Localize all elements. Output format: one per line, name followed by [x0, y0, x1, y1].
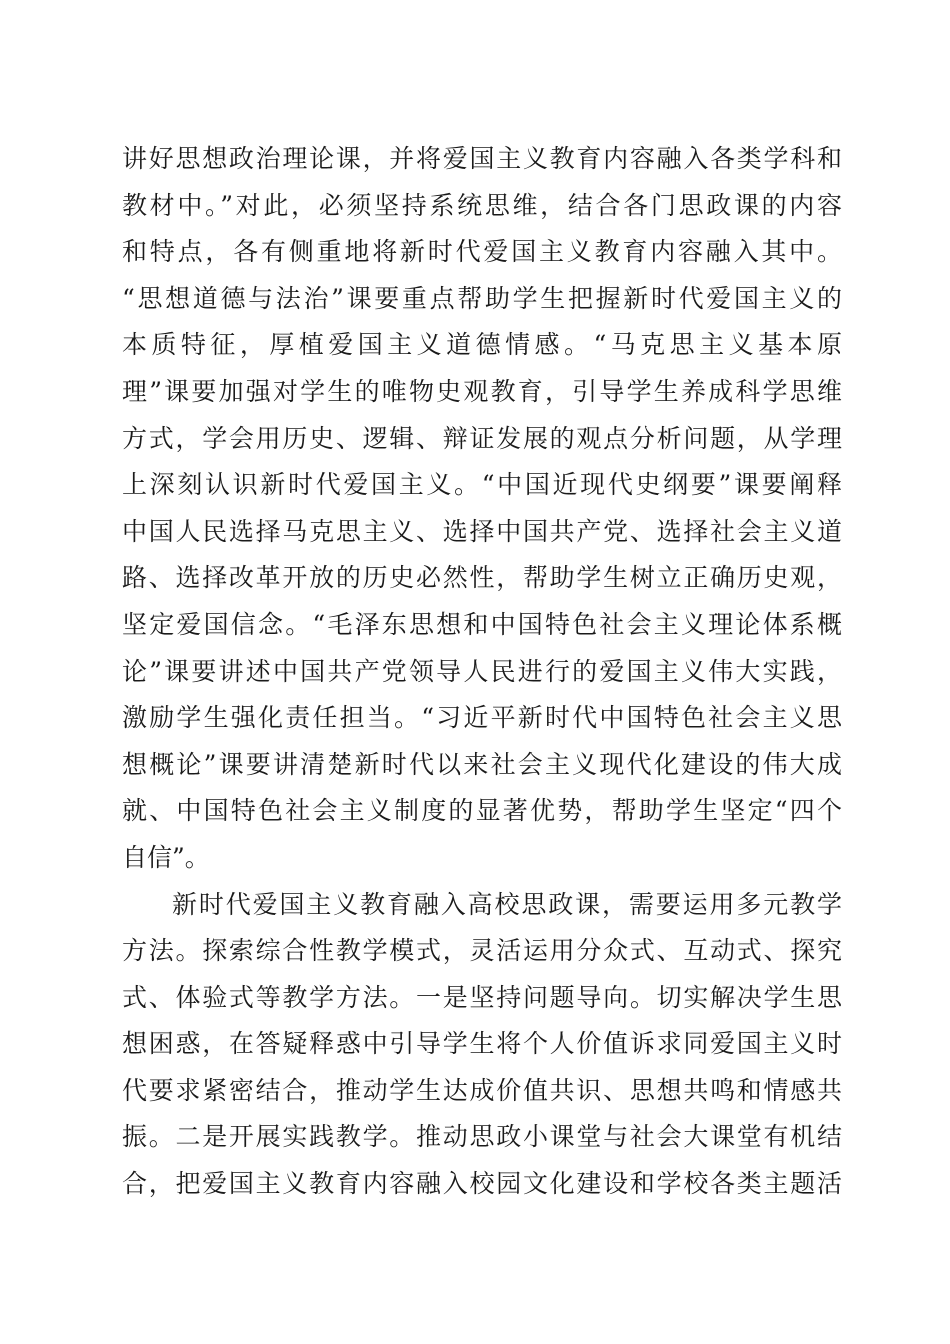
text-line: 想困惑，在答疑释惑中引导学生将个人价值诉求同爱国主义时: [122, 1029, 842, 1059]
text-line: 坚定爱国信念。“毛泽东思想和中国特色社会主义理论体系概: [122, 609, 842, 639]
text-line: 讲好思想政治理论课，并将爱国主义教育内容融入各类学科和: [122, 144, 842, 173]
text-line: 论”课要讲述中国共产党领导人民进行的爱国主义伟大实践，: [122, 656, 842, 686]
text-line: 教材中。”对此，必须坚持系统思维，结合各门思政课的内容: [122, 190, 842, 220]
text-line: 本质特征，厚植爱国主义道德情感。“马克思主义基本原: [122, 330, 842, 360]
text-line: 自信”。: [122, 842, 210, 872]
text-line: 振。二是开展实践教学。推动思政小课堂与社会大课堂有机结: [122, 1122, 842, 1152]
text-line: 激励学生强化责任担当。“习近平新时代中国特色社会主义思: [122, 703, 842, 733]
text-line: 上深刻认识新时代爱国主义。“中国近现代史纲要”课要阐释: [122, 470, 842, 500]
text-line: 就、中国特色社会主义制度的显著优势，帮助学生坚定“四个: [122, 796, 842, 826]
text-line: 和特点，各有侧重地将新时代爱国主义教育内容融入其中。: [122, 237, 842, 267]
text-line: 代要求紧密结合，推动学生达成价值共识、思想共鸣和情感共: [122, 1075, 842, 1105]
text-line: 式、体验式等教学方法。一是坚持问题导向。切实解决学生思: [122, 982, 842, 1012]
body-text: [122, 136, 842, 1208]
text-line: “思想道德与法治”课要重点帮助学生把握新时代爱国主义的: [122, 283, 842, 313]
text-line: 想概论”课要讲清楚新时代以来社会主义现代化建设的伟大成: [122, 749, 842, 779]
text-line: 方式，学会用历史、逻辑、辩证发展的观点分析问题，从学理: [122, 423, 842, 453]
text-line: 理”课要加强对学生的唯物史观教育，引导学生养成科学思维: [122, 376, 842, 406]
text-line: 方法。探索综合性教学模式，灵活运用分众式、互动式、探究: [122, 936, 842, 966]
paragraph-first-line: 新时代爱国主义教育融入高校思政课，需要运用多元教学: [172, 889, 842, 919]
text-line: 合，把爱国主义教育内容融入校园文化建设和学校各类主题活: [122, 1169, 842, 1199]
text-line: 中国人民选择马克思主义、选择中国共产党、选择社会主义道: [122, 516, 842, 546]
text-line: 路、选择改革开放的历史必然性，帮助学生树立正确历史观，: [122, 563, 842, 593]
